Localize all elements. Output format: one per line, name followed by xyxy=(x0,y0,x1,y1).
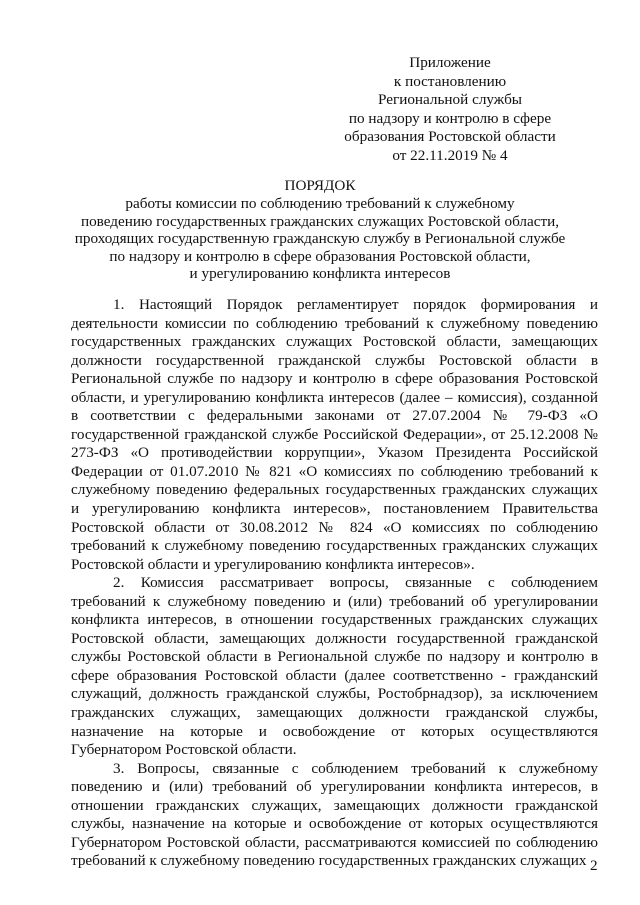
appendix-line: по надзору и контролю в сфере xyxy=(348,109,552,127)
appendix-block xyxy=(330,54,570,166)
subtitle-line: и урегулированию конфликта интересов xyxy=(189,265,451,283)
page-number: 2 xyxy=(590,857,598,874)
subtitle-line: работы комиссии по соблюдению требований к служебному xyxy=(125,195,515,212)
paragraph-2: 2. Комиссия рассматривает вопросы, связанные с соблюдением требований к служебному поведению и (или) требований об урегулировании конфликта интересов, в отношении государственных гражданских служащих Ростовской области, замещающих должности государственной гражданской службы Ростовской области в Региональной службе по надзору и контролю в сфере образования Ростовской области (далее соответственно - гражданский служащий, должность гражданской службы, Ростобрнадзор), за исключением гражданских служащих, замещающих должности гражданской службы, назначение на которые и освобождение от которых осуществляются Губернатором Ростовской области. xyxy=(71,574,598,759)
appendix-line: образования Ростовской области xyxy=(344,128,556,146)
paragraph-3: 3. Вопросы, связанные с соблюдением требований к служебному поведению и (или) требований об урегулировании конфликта интересов, в отношении гражданских служащих, замещающих должности гражданской службы, назначение на которые и освобождение от которых осуществляются Губернатором Ростовской области, рассматриваются комиссией по соблюдению требований к служебному поведению государственных гражданских служащих xyxy=(71,759,598,870)
document-subtitle xyxy=(60,195,580,283)
subtitle-line: по надзору и контролю в сфере образования Ростовской области, xyxy=(109,247,531,265)
subtitle-line: поведению государственных гражданских служащих Ростовской области, xyxy=(80,212,560,230)
appendix-line: Региональной службы xyxy=(377,91,523,109)
appendix-line: к постановлению xyxy=(393,72,507,90)
document-body xyxy=(71,296,598,871)
paragraph-1: 1. Настоящий Порядок регламентирует порядок формирования и деятельности комиссии по соблюдению требований к служебному поведению государственных гражданских служащих Ростовской области, замещающих должности государственной гражданской службы Ростовской области в Региональной службе по надзору и контролю в сфере образования Ростовской области, и урегулированию конфликта интересов (далее – комиссия), созданной в соответствии с федеральными законами от 27.07.2004 № 79-ФЗ «О государственной гражданской службе Российской Федерации», от 25.12.2008 № 273-ФЗ «О противодействии коррупции», Указом Президента Российской Федерации от 01.07.2010 № 821 «О комиссиях по соблюдению требований к служебному поведению федеральных государственных гражданских служащих и урегулированию конфликта интересов», постановлением Правительства Ростовской области от 30.08.2012 № 824 «О комиссиях по соблюдению требований к служебному поведению государственных гражданских служащих Ростовской области и урегулированию конфликта интересов». xyxy=(71,296,598,573)
subtitle-line: проходящих государственную гражданскую службу в Региональной службе xyxy=(74,230,566,248)
document-title: ПОРЯДОК xyxy=(284,177,356,194)
appendix-line: Приложение xyxy=(409,54,491,71)
appendix-line: от 22.11.2019 № 4 xyxy=(392,146,508,164)
